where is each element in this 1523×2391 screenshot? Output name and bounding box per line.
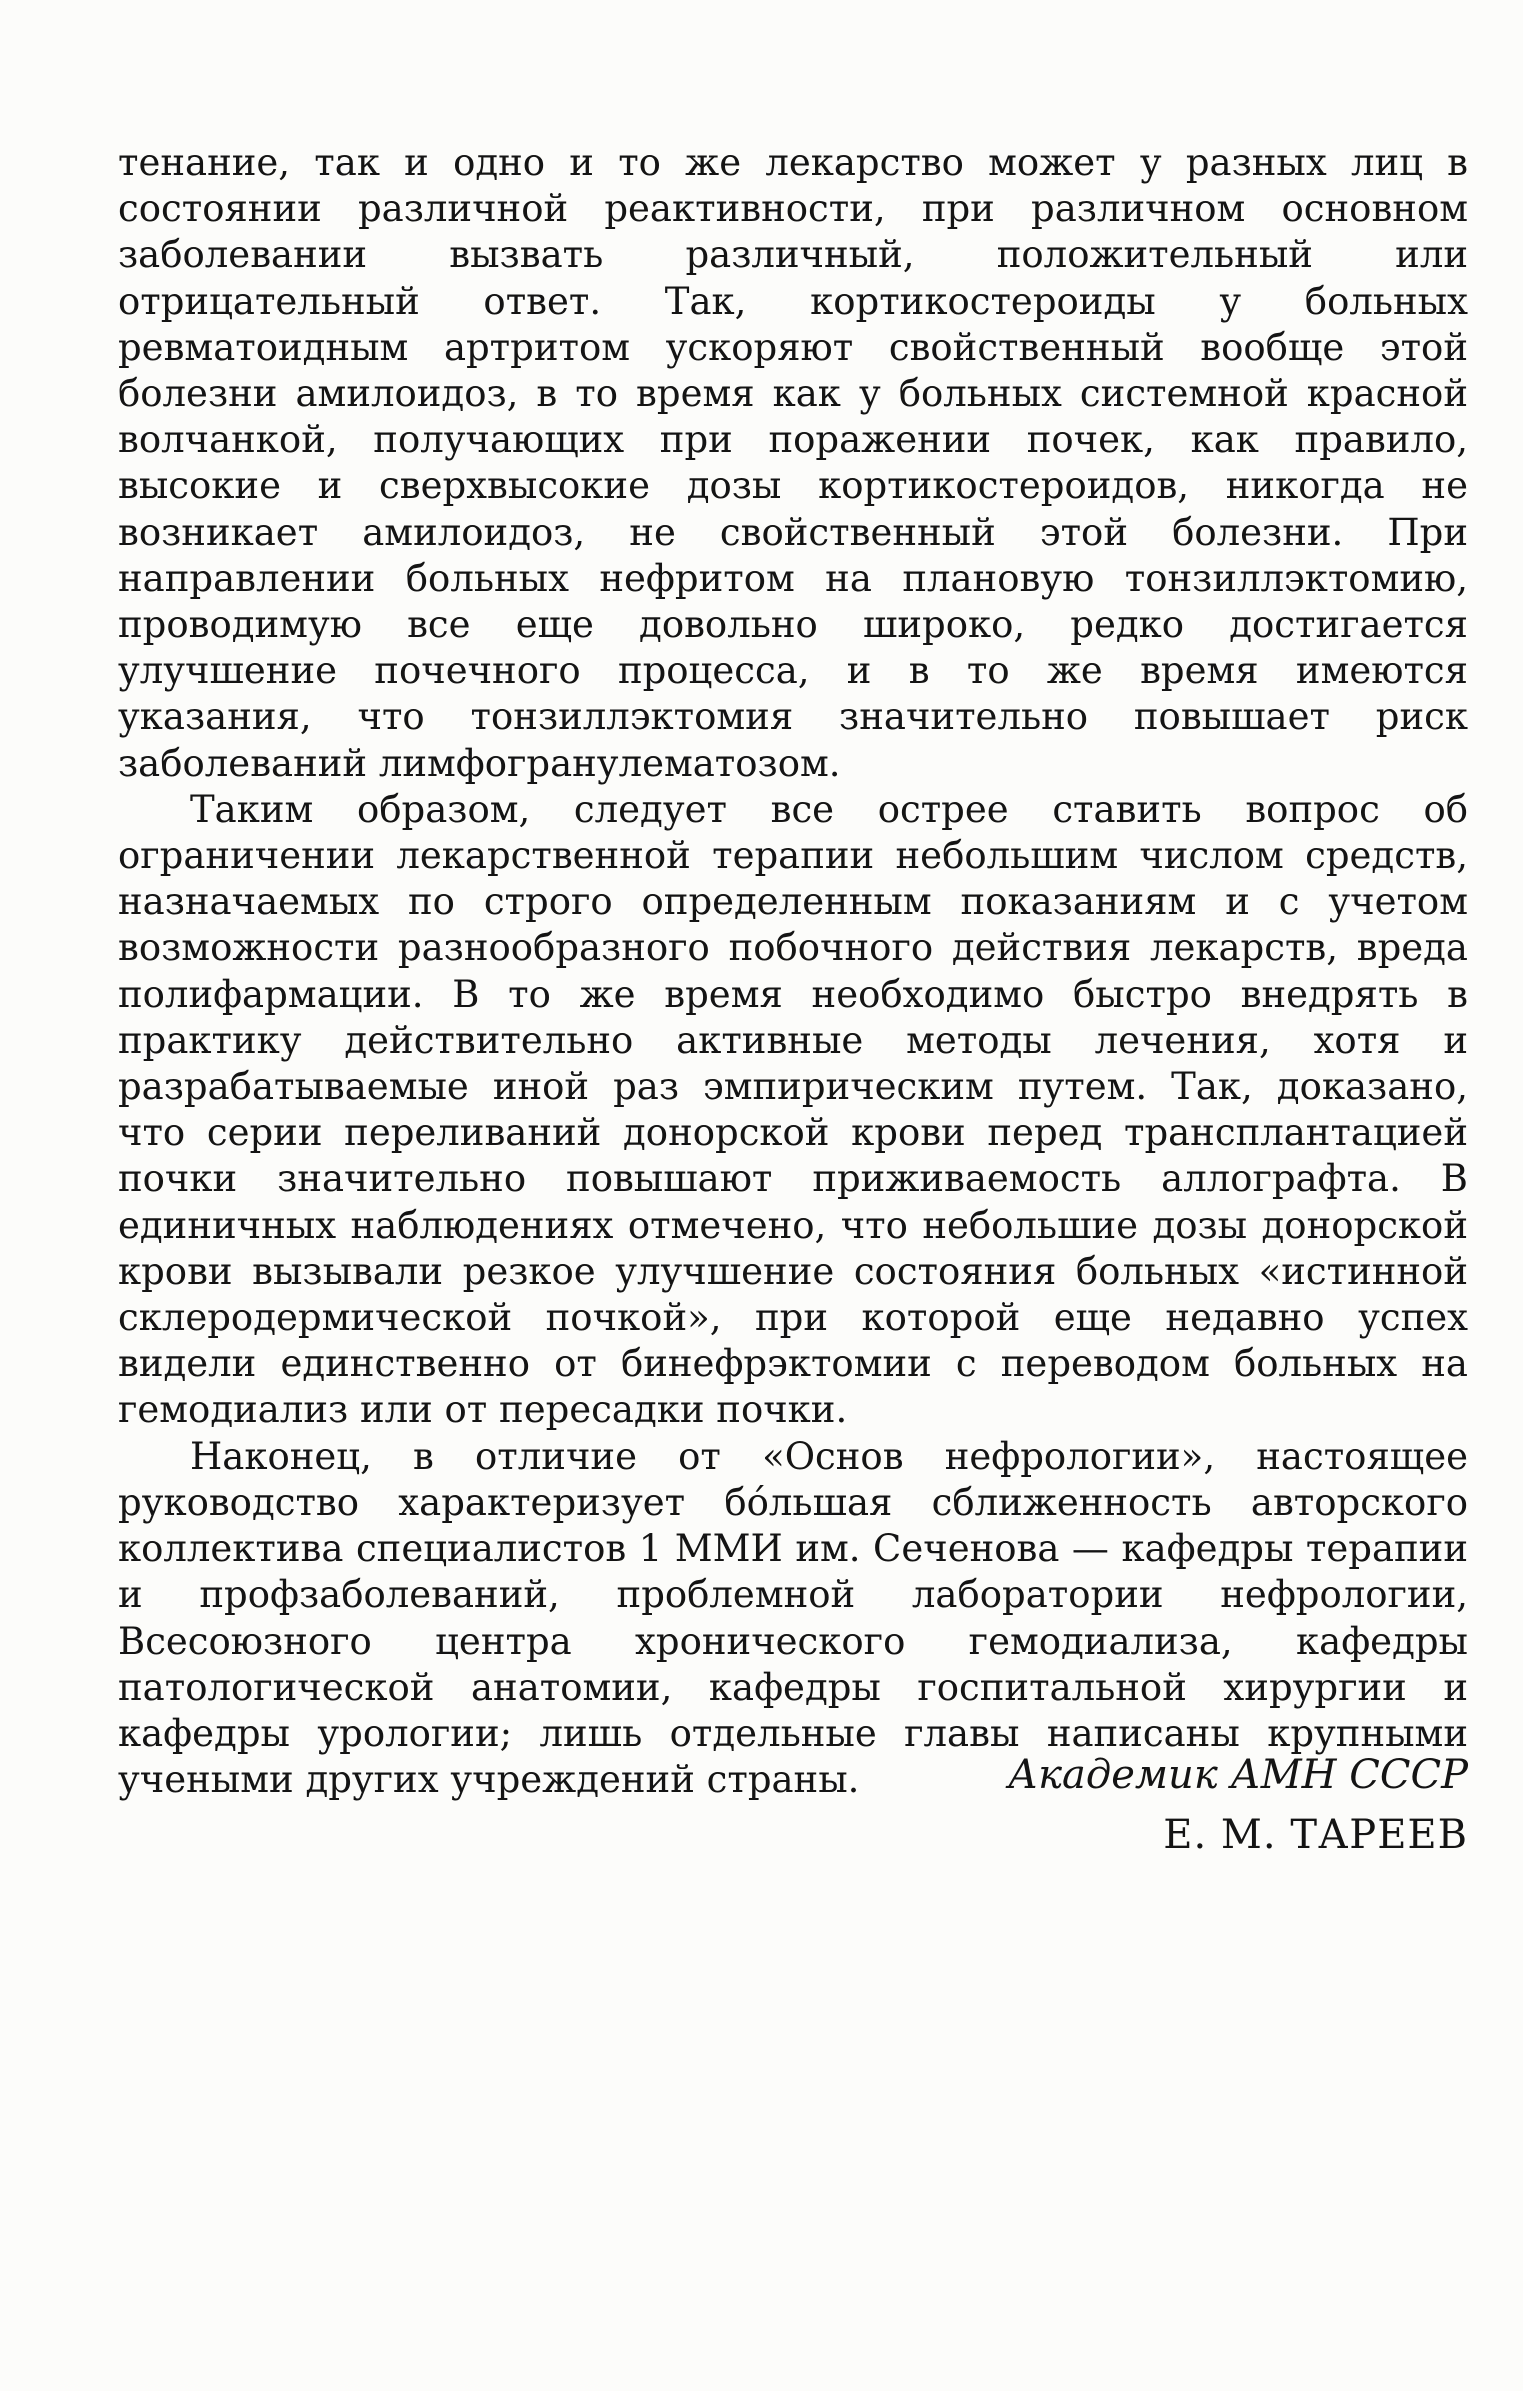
paragraph-1: тенание, так и одно и то же лекарство может у разных лиц в состоянии различной реактивности, при различном основном заболевании вызвать различный, положительный или отрицательный ответ. Так, кортикостероиды у больных ревматоидным артритом ускоряют свойственный вообще этой болезни амилоидоз, в то время как у больных системной красной волчанкой, получающих при поражении почек, как правило, высокие и сверхвысокие дозы кортикостероидов, никогда не возникает амилоидоз, не свойственный этой болезни. При направлении больных нефритом на плановую тонзиллэктомию, проводимую все еще довольно широко, редко достигается улучшение почечного процесса, и в то же время имеются указания, что тонзиллэктомия значительно повышает риск заболеваний лимфогранулематозом. [118, 141, 1468, 785]
signature-name: Е. М. ТАРЕЕВ [1163, 1812, 1468, 1858]
signature-block [800, 1745, 1468, 1865]
signature-title: Академик АМН СССР [1007, 1752, 1468, 1798]
body-text [118, 140, 1468, 1803]
paragraph-3: Наконец, в отличие от «Основ нефрологии», настоящее руководство характеризует бóльшая сближенность авторского коллектива специалистов 1 ММИ им. Сеченова — кафедры терапии и профзаболеваний, проблемной лаборатории нефрологии, Всесоюзного центра хронического гемодиализа, кафедры патологической анатомии, кафедры госпитальной хирургии и кафедры урологии; лишь отдельные главы написаны крупными учеными других учреждений страны. [118, 1434, 1468, 1802]
paragraph-2: Таким образом, следует все острее ставить вопрос об ограничении лекарственной терапии небольшим числом средств, назначаемых по строго определенным показаниям и с учетом возможности разнообразного побочного действия лекарств, вреда полифармации. В то же время необходимо быстро внедрять в практику действительно активные методы лечения, хотя и разрабатываемые иной раз эмпирическим путем. Так, доказано, что серии переливаний донорской крови перед трансплантацией почки значительно повышают приживаемость аллографта. В единичных наблюдениях отмечено, что небольшие дозы донорской крови вызывали резкое улучшение состояния больных «истинной склеродермической почкой», при которой еще недавно успех видели единственно от бинефрэктомии с переводом больных на гемодиализ или от пересадки почки. [118, 787, 1468, 1432]
